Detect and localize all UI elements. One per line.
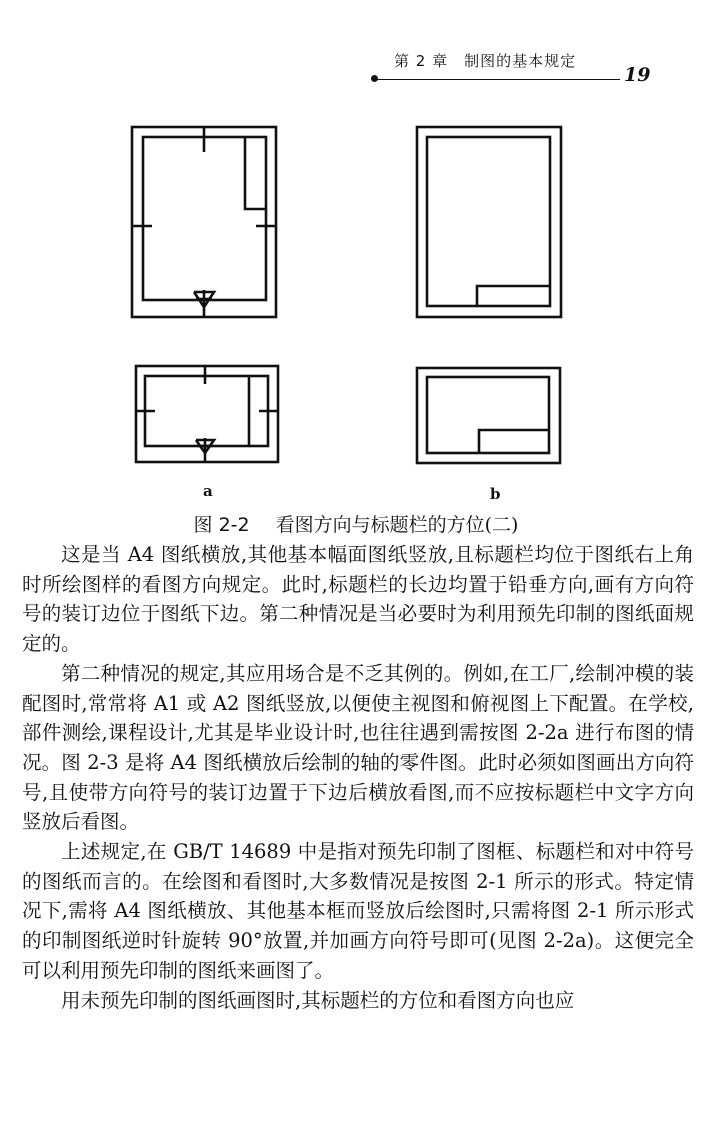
sheet-b-landscape bbox=[417, 368, 560, 463]
chapter-title: 第 2 章 制图的基本规定 bbox=[394, 52, 577, 70]
caption-number: 图 2-2 bbox=[193, 514, 250, 536]
body-text bbox=[22, 540, 694, 1015]
paragraph: 第二种情况的规定,其应用场合是不乏其例的。例如,在工厂,绘制冲模的装配图时,常常将 A1 或 A2 图纸竖放,以便使主视图和俯视图上下配置。在学校,部件测绘,课程设计,尤其是毕业设计时,也往往遇到需按图 2-2a 进行布图的情况。图 2-3 是将 A4 图纸横放后绘制的轴的零件图。此时必须如图画出方向符号,且使带方向符号的装订边置于下边后横放看图,而不应按标题栏中文字方向竖放后看图。 bbox=[22, 661, 694, 834]
subfigure-label-b: b bbox=[490, 485, 501, 503]
sheet-b-portrait bbox=[417, 127, 561, 317]
caption-text: 看图方向与标题栏的方位(二) bbox=[275, 514, 519, 536]
page-number: 19 bbox=[624, 64, 651, 86]
sheet-a-portrait bbox=[132, 127, 276, 317]
sheet-a-landscape bbox=[136, 366, 278, 462]
subfigure-label-a: a bbox=[203, 482, 213, 500]
figure-caption bbox=[0, 510, 712, 537]
paragraph: 上述规定,在 GB/T 14689 中是指对预先印制了图框、标题栏和对中符号的图纸而言的。在绘图和看图时,大多数情况是按图 2-1 所示的形式。特定情况下,需将 A4 图纸横放、其他基本框而竖放后绘图时,只需将图 2-1 所示形式的印制图纸逆时针旋转 90°放置,并加画方向符号即可(见图 2-2a)。这便完全可以利用预先印制的图纸来画图了。 bbox=[22, 840, 694, 982]
paragraph: 用未预先印制的图纸画图时,其标题栏的方位和看图方向也应 bbox=[61, 988, 575, 1012]
figure-2-2 bbox=[0, 0, 712, 500]
paragraph: 这是当 A4 图纸横放,其他基本幅面图纸竖放,且标题栏均位于图纸右上角时所绘图样的看图方向规定。此时,标题栏的长边均置于铅垂方向,画有方向符号的装订边位于图纸下边。第二种情况是当必要时为利用预先印制的图纸面规定的。 bbox=[22, 543, 694, 656]
